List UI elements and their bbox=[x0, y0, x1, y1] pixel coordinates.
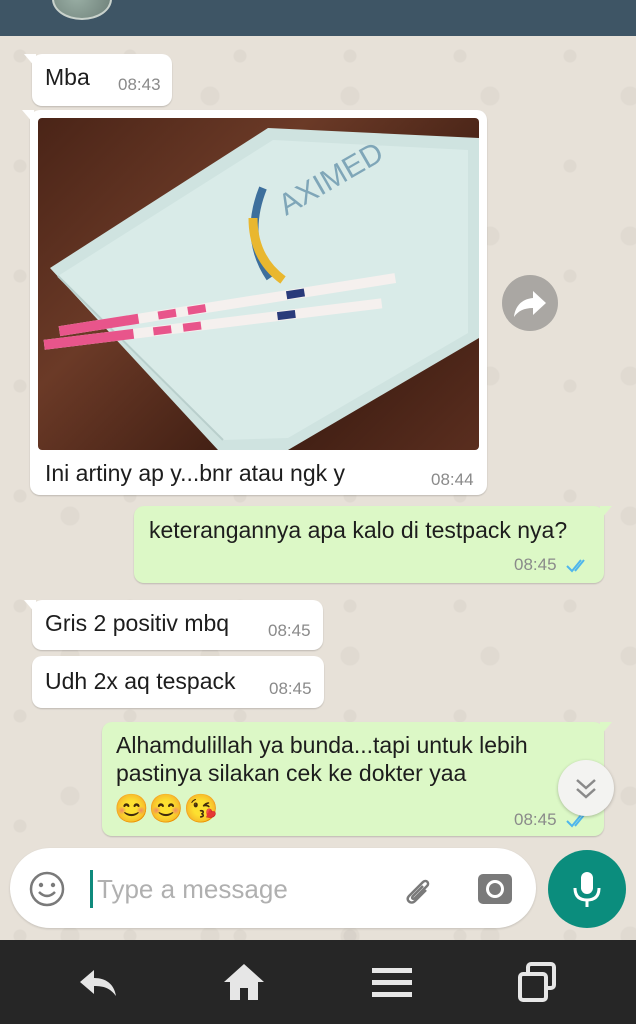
forward-button[interactable] bbox=[502, 275, 558, 331]
message-text: Udh 2x aq tespack bbox=[45, 668, 236, 694]
message-input[interactable] bbox=[90, 870, 389, 908]
recents-icon[interactable] bbox=[514, 960, 562, 1004]
message-time: 08:45 bbox=[514, 810, 557, 829]
read-receipt-icon bbox=[566, 558, 592, 574]
voice-message-button[interactable] bbox=[548, 850, 626, 928]
message-time: 08:45 bbox=[514, 555, 557, 574]
photo-image bbox=[38, 118, 479, 450]
back-icon[interactable] bbox=[74, 960, 122, 1004]
message-text: Gris 2 positiv mbq bbox=[45, 610, 230, 636]
message-text: Mba bbox=[45, 64, 90, 90]
message-text: keterangannya apa kalo di testpack nya? bbox=[149, 517, 568, 543]
emoji-icon[interactable] bbox=[28, 870, 66, 908]
menu-icon[interactable] bbox=[368, 960, 416, 1004]
paperclip-icon[interactable] bbox=[400, 870, 438, 908]
outgoing-message[interactable] bbox=[102, 722, 604, 836]
message-time: 08:45 bbox=[268, 621, 311, 640]
outgoing-message[interactable] bbox=[134, 506, 604, 583]
message-time: 08:44 bbox=[431, 470, 474, 489]
forward-icon bbox=[502, 275, 558, 331]
microphone-icon bbox=[548, 850, 626, 928]
chat-header bbox=[0, 0, 636, 36]
incoming-message[interactable] bbox=[32, 54, 172, 106]
image-caption: Ini artiny ap y...bnr atau ngk y bbox=[45, 460, 346, 486]
message-line: Alhamdulillah ya bunda...tapi untuk lebih bbox=[116, 732, 528, 758]
system-navigation-bar bbox=[0, 940, 636, 1024]
double-chevron-down-icon bbox=[558, 760, 614, 816]
incoming-message[interactable] bbox=[32, 656, 324, 708]
message-time: 08:45 bbox=[269, 679, 312, 698]
incoming-image-message[interactable] bbox=[30, 110, 487, 495]
message-composer bbox=[10, 848, 536, 928]
pregnancy-test-photo[interactable] bbox=[38, 118, 479, 450]
photo-brand-text: AXIMED bbox=[273, 135, 390, 223]
incoming-message[interactable] bbox=[32, 600, 323, 650]
home-icon[interactable] bbox=[220, 960, 268, 1004]
message-emojis: 😊😊😘 bbox=[114, 793, 219, 824]
message-line: pastinya silakan cek ke dokter yaa bbox=[116, 760, 467, 786]
camera-icon[interactable] bbox=[476, 870, 514, 908]
message-time: 08:43 bbox=[118, 75, 161, 94]
scroll-to-bottom-button[interactable] bbox=[558, 760, 614, 816]
contact-avatar[interactable] bbox=[52, 0, 112, 20]
